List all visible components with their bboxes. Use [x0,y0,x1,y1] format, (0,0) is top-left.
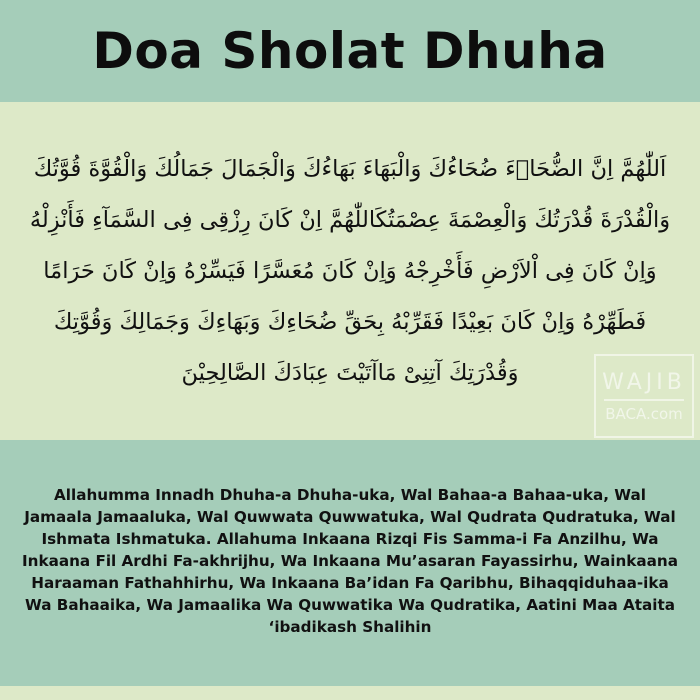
watermark-divider [604,399,684,401]
watermark-top-text: WAJIB [602,369,686,395]
arabic-prayer-text: اَللّٰهُمَّ اِنَّ الضُّحَاۤءَ ضُحَاءُكَ وَالْبَهَاءَ بَهَاءُكَ وَالْجَمَالَ جَمَالُكَ وَالْقُوَّةَ قُوَّتُكَ وَالْقُدْرَةَ قُدْرَتُكَ وَالْعِصْمَةَ عِصْمَتُكَاللّٰهُمَّ اِنْ كَانَ رِزْقِى فِى السَّمَآءِ فَأَنْزِلْهُ وَاِنْ كَانَ فِى اْلاَرْضِ فَأَخْرِجْهُ وَاِنْ كَانَ مُعَسَّرًا فَيَسِّرْهُ وَاِنْ كَانَ حَرَامًا فَطَهِّرْهُ وَاِنْ كَانَ بَعِيْدًا فَقَرِّبْهُ بِحَقِّ ضُحَاءِكَ وَبَهَاءِكَ وَجَمَالِكَ وَقُوَّتِكَ وَقُدْرَتِكَ آتِنِىْ مَاآتَيْتَ عِبَادَكَ الصَّالِحِيْنَ [29,156,671,386]
watermark-bottom-text: BACA.com [605,404,683,423]
watermark-logo [594,354,694,438]
transliteration-text: Allahumma Innadh Dhuha-a Dhuha-uka, Wal Bahaa-a Bahaa-uka, Wal Jamaala Jamaaluka, Wal Quwwata Quwwatuka, Wal Qudrata Qudratuka, Wal Ishmata Ishmatuka. Allahuma Inkaana Rizqi Fis Samma-i Fa Anzilhu, Wa Inkaana Fil Ardhi Fa-akhrijhu, Wa Inkaana Mu’asaran Fayassirhu, Wainkaana Haraaman Fathahhirhu, Wa Inkaana Ba’idan Fa Qaribhu, Bihaqqiduhaa-ika Wa Bahaaika, Wa Jamaalika Wa Quwwatika Wa Qudratika, Aatini Maa Ataita ‘ibadikash Shalihin [22,486,678,636]
page-title: Doa Sholat Dhuha [92,22,608,80]
bottom-band [0,686,700,700]
transliteration-panel [0,440,700,686]
header-band [0,0,700,102]
